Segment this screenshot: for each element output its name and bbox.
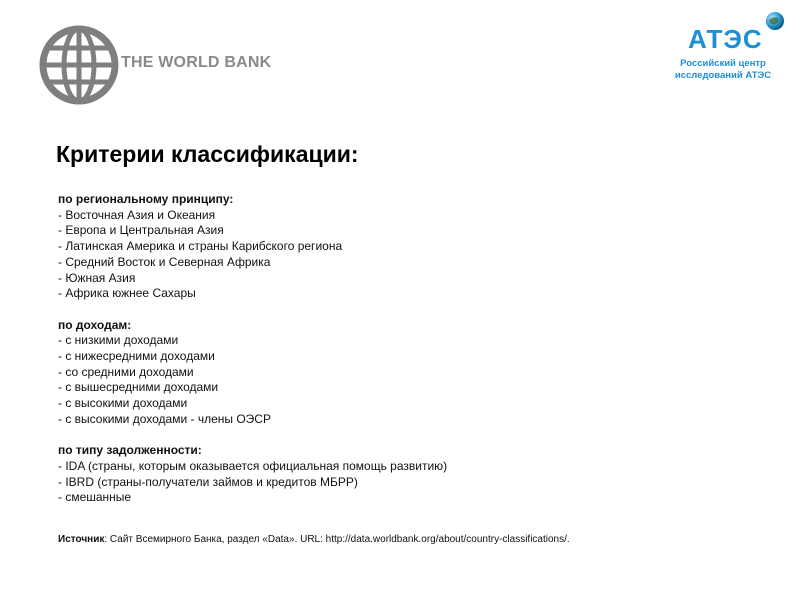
group-heading: по типу задолженности: — [58, 443, 202, 458]
criteria-group-regional — [58, 192, 447, 302]
list-item: - Латинская Америка и страны Карибского региона — [58, 239, 343, 254]
page-title: Критерии классификации: — [56, 141, 359, 167]
list-item: - с низкими доходами — [58, 333, 179, 348]
globe-icon — [765, 11, 785, 31]
list-item: - Европа и Центральная Азия — [58, 223, 224, 238]
list-item: - Восточная Азия и Океания — [58, 207, 216, 222]
ates-subtitle-line2: исследований АТЭС — [674, 70, 772, 81]
criteria-group-income — [58, 318, 447, 428]
list-item: - с высокими доходами - члены ОЭСР — [58, 411, 271, 426]
group-heading: по региональному принципу: — [58, 192, 234, 206]
list-item: - IBRD (страны-получатели займов и кредитов МБРР) — [58, 474, 358, 489]
criteria-list — [58, 192, 447, 506]
world-bank-label: THE WORLD BANK — [121, 54, 272, 71]
list-item: - IDA (страны, которым оказывается официальная помощь развитию) — [58, 458, 448, 473]
list-item: - смешанные — [58, 490, 132, 505]
ates-logo — [660, 8, 790, 88]
list-item: - с высокими доходами — [58, 396, 188, 411]
source-note — [58, 533, 570, 546]
source-text: : Сайт Всемирного Банка, раздел «Data». URL: http://data.worldbank.org/about/country-classifications/. — [104, 534, 570, 545]
list-item: - Южная Азия — [58, 270, 136, 285]
source-label: Источник — [58, 534, 105, 545]
list-item: - Африка южнее Сахары — [58, 286, 196, 301]
list-item: - с нижесредними доходами — [58, 349, 215, 364]
ates-wordmark: АТЭС — [688, 24, 763, 54]
list-item: - с вышесредними доходами — [58, 380, 219, 395]
list-item: - со средними доходами — [58, 364, 194, 379]
group-heading: по доходам: — [58, 317, 132, 332]
ates-subtitle — [660, 58, 786, 82]
criteria-group-debt — [58, 443, 447, 506]
list-item: - Средний Восток и Северная Африка — [58, 254, 271, 269]
ates-subtitle-line1: Российский центр — [680, 58, 766, 69]
world-bank-globe-logo — [38, 24, 120, 106]
